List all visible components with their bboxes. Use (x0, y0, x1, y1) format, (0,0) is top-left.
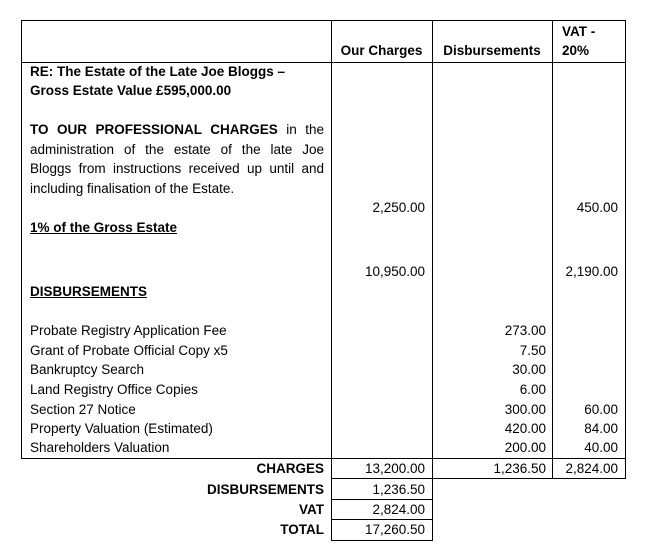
disbursement-amount: 30.00 (512, 362, 546, 377)
disbursement-vat: 84.00 (584, 421, 618, 436)
disbursement-label: Shareholders Valuation (30, 440, 170, 455)
summary-value: 2,824.00 (372, 502, 425, 517)
professional-charge-amount: 2,250.00 (372, 200, 425, 215)
disbursement-label: Grant of Probate Official Copy x5 (30, 343, 228, 358)
totals-vat-amount: 2,824.00 (565, 461, 618, 476)
summary-label: TOTAL (280, 522, 324, 537)
totals-charges-label: CHARGES (256, 461, 324, 476)
summary-value: 1,236.50 (372, 482, 425, 497)
disbursement-amount: 6.00 (519, 382, 546, 397)
disbursement-amount: 420.00 (504, 421, 546, 436)
re-line-2: Gross Estate Value £595,000.00 (30, 83, 232, 98)
re-line-1: RE: The Estate of the Late Joe Bloggs – (30, 64, 286, 79)
header-vat-line2: 20% (562, 43, 590, 58)
disbursement-amount: 200.00 (504, 440, 546, 455)
disbursement-label: Probate Registry Application Fee (30, 323, 227, 338)
totals-charges-amount: 13,200.00 (364, 461, 425, 476)
header-our-charges: Our Charges (340, 43, 423, 58)
summary-label: VAT (299, 502, 324, 517)
disbursement-label: Bankruptcy Search (30, 362, 145, 377)
percent-label: 1% of the Gross Estate (30, 220, 178, 235)
professional-charges-heading: TO OUR PROFESSIONAL CHARGES (30, 122, 278, 137)
disbursement-amount: 273.00 (504, 323, 546, 338)
percent-charge-amount: 10,950.00 (364, 264, 425, 279)
header-vat-line1: VAT - (562, 24, 596, 39)
percent-vat-amount: 2,190.00 (565, 264, 618, 279)
disbursement-vat: 40.00 (584, 440, 618, 455)
disbursement-amount: 7.50 (519, 343, 546, 358)
professional-charges-paragraph (30, 120, 324, 198)
disbursements-heading: DISBURSEMENTS (30, 284, 148, 299)
disbursement-vat: 60.00 (584, 402, 618, 417)
professional-vat-amount: 450.00 (576, 200, 618, 215)
summary-label: DISBURSEMENTS (206, 482, 324, 497)
header-disbursements: Disbursements (443, 43, 541, 58)
disbursement-label: Section 27 Notice (30, 402, 136, 417)
disbursement-amount: 300.00 (504, 402, 546, 417)
totals-disbursements-amount: 1,236.50 (493, 461, 546, 476)
disbursement-label: Land Registry Office Copies (30, 382, 198, 397)
professional-charges-text: in the administration of the estate of the late Joe Bloggs from instructions received up until and including finalisation of the Estate. (30, 122, 325, 196)
disbursement-label: Property Valuation (Estimated) (30, 421, 213, 436)
summary-value: 17,260.50 (364, 522, 425, 537)
